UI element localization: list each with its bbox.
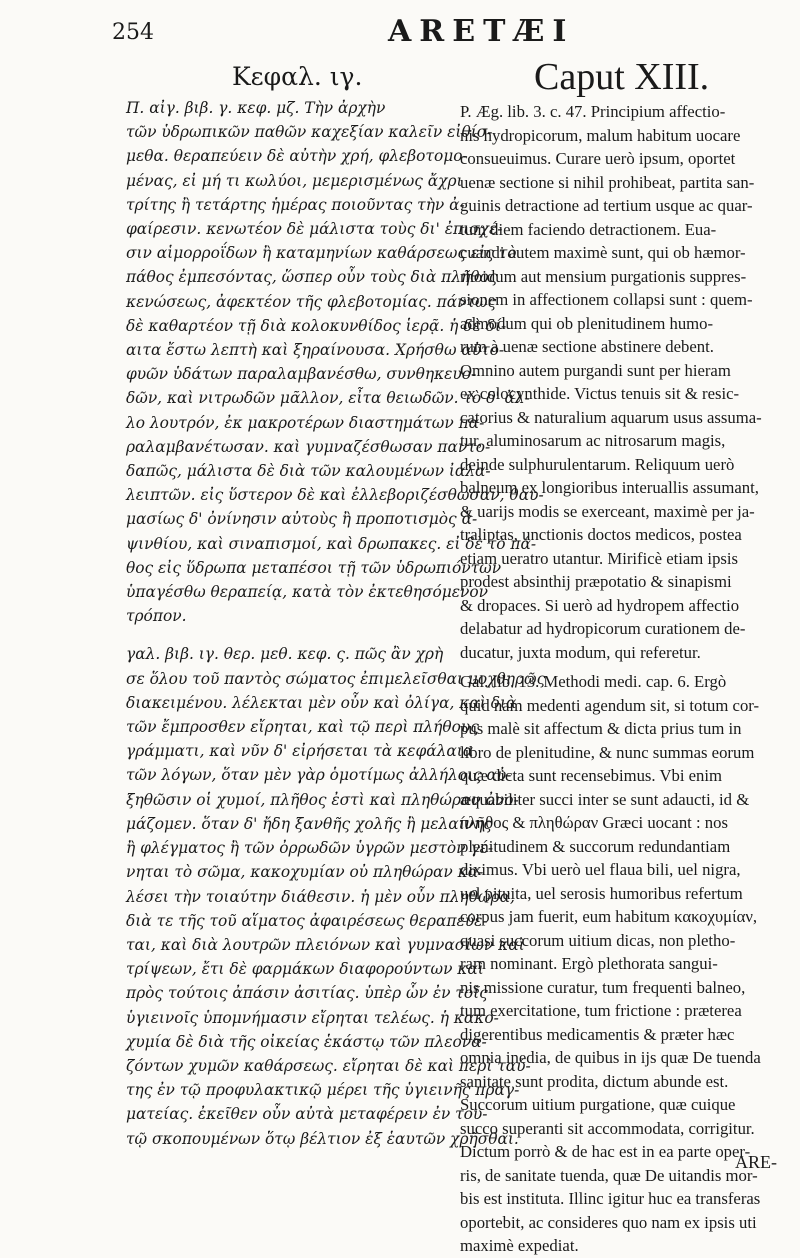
text-line: Gal. lib. 13. Methodi medi. cap. 6. Ergò [460, 672, 727, 691]
text-line: maximè expediat. [460, 1236, 579, 1255]
text-line: θος εἰς ὕδρωπα μεταπέσοι τῇ τῶν ὑδρωπιόντων [126, 558, 502, 577]
text-line: διακειμένου. λέλεκται μὲν οὖν καὶ ὀλίγα, καὶ διὰ [126, 693, 517, 712]
text-line: Π. αἰγ. βιβ. γ. κεφ. μζ. Τὴν ἀρχὴν [126, 99, 386, 117]
text-line: diximus. Vbi uerò uel flaua bili, uel nigra, [460, 860, 741, 879]
text-line: ram nominant. Ergò plethorata sangui- [460, 954, 718, 973]
paragraph [126, 96, 544, 628]
text-line: tur, aluminosarum ac nitrosarum magis, [460, 431, 726, 450]
text-line: τῷ σκοπουμένων ὅτῳ βέλτιον ἐξ ἑαυτῶν χρῆσθαι. [126, 1129, 519, 1148]
text-line: uenæ sectione si nihil prohibeat, partita san- [460, 172, 755, 192]
paragraph [126, 642, 546, 1150]
text-line: τῶν ἔμπροσθεν εἴρηται, καὶ τῷ περὶ πλήθους [126, 718, 479, 737]
text-line: δῶν, καὶ νιτρωδῶν μᾶλλον, εἶτα θειωδῶν. τὸ δ' ἄλ- [126, 389, 530, 408]
text-line: digerentibus medicamentis & præter hæc [460, 1024, 735, 1044]
text-line: ζόντων χυμῶν καθάρσεως. εἴρηται δὲ καὶ περὶ ταύ- [126, 1056, 531, 1075]
latin-chapter-heading: Caput XIII. [534, 56, 710, 98]
text-line: corpus jam fuerit, eum habitum κακοχυμίαν, [460, 907, 758, 926]
catchword: ARE- [735, 1152, 777, 1172]
text-line: ris, de sanitate tuenda, quæ De uitandis mor- [460, 1165, 758, 1185]
text-line: Omnino autem purgandi sunt per hieram [460, 360, 731, 380]
text-line: etiam ueratro utantur. Mirificè etiam ipsis [460, 548, 739, 568]
text-line: τῶν ὑδρωπικῶν παθῶν καχεξίαν καλεῖν εἰθίσ- [126, 123, 493, 142]
text-line: μασίως δ' ὀνίνησιν αὐτοὺς ἢ προποτισμὸς ἀ- [126, 510, 478, 529]
greek-column [126, 96, 546, 1151]
text-line: Succorum uitium purgatione, quæ cuique [460, 1095, 736, 1114]
text-line: δαπῶς, μάλιστα δὲ διὰ τῶν καλουμένων ἰαλα- [126, 462, 491, 481]
text-line: quid nam medenti agendum sit, si totum cor- [460, 695, 760, 715]
text-line: της ἐν τῷ προφυλακτικῷ μέρει τῆς ὑγιεινῆς πραγ- [126, 1081, 520, 1100]
text-line: πλῆθος & πληθώραν Græci uocant : nos [460, 813, 728, 832]
paragraph [460, 670, 780, 1258]
text-line: nis missione curatur, tum frequenti balneo, [460, 977, 746, 997]
text-line: τρίψεων, ἔτι δὲ φαρμάκων διαφορούντων καὶ [126, 960, 484, 979]
text-line: balneum ex longioribus interuallis assumant, [460, 478, 759, 497]
text-line: Dictum porrò & de hac est in ea parte oper- [460, 1142, 751, 1161]
text-line: & dropaces. Si uerò ad hydropem affectio [460, 595, 740, 615]
text-line: τῶν λόγων, ὅταν μὲν γὰρ ὁμοτίμως ἀλλήλοις αὐ- [126, 766, 512, 785]
text-line: admodum qui ob plenitudinem humo- [460, 313, 714, 333]
text-line: λο λουτρόν, ἐκ μακροτέρων διαστημάτων πα- [126, 413, 485, 432]
text-line: sanitate sunt prodita, dictum abunde est. [460, 1071, 729, 1091]
text-line: μεθα. θεραπεύειν δὲ αὐτὴν χρή, φλεβοτομο- [126, 147, 468, 166]
text-line: διὰ τε τῆς τοῦ αἵματος ἀφαιρέσεως θεραπεύε- [126, 911, 488, 930]
text-line: pus malè sit affectum & dicta prius tum in [460, 719, 742, 738]
text-line: & uarijs modis se exerceant, maximè per ja- [460, 501, 755, 521]
text-line: ραλαμβανέτωσαν. καὶ γυμναζέσθωσαν παντο- [126, 437, 491, 456]
text-line: cuandi autem maximè sunt, qui ob hæmor- [460, 243, 746, 262]
text-line: uel pituita, uel serosis humoribus refertum [460, 883, 743, 903]
text-line: φυῶν ὑδάτων παραλαμβανέσθω, συνθηκευο- [126, 365, 477, 384]
text-line: traliptas, unctionis doctos medicos, postea [460, 525, 742, 544]
text-line: æquabiliter succi inter se sunt adaucti, id & [460, 789, 750, 809]
text-line: ducatur, juxta modum, qui referetur. [460, 642, 701, 662]
text-line: rum à uenæ sectione abstinere debent. [460, 337, 714, 356]
text-line: λέσει τὴν τοιαύτην διάθεσιν. ἡ μὲν οὖν πληθώρα, [126, 887, 515, 906]
paragraph [460, 100, 780, 664]
text-line: σιν αἱμορροΐδων ἢ καταμηνίων καθάρσεως εἰς τὸ [126, 244, 517, 263]
text-line: ται, καὶ διὰ λουτρῶν πλειόνων καὶ γυμνασίων καὶ [126, 935, 525, 954]
text-line: ὑγιεινοῖς ὑπομνήμασιν εἴρηται τελέως. ἡ κακο- [126, 1008, 499, 1027]
text-line: tum diem faciendo detractionem. Eua- [460, 219, 717, 239]
text-line: χυμία δὲ διὰ τῆς οἰκείας ἑκάστῳ τῶν πλεονα- [126, 1032, 487, 1051]
text-line: ματείας. ἐκεῖθεν οὖν αὐτὰ μεταφέρειν ἐν του- [126, 1105, 488, 1124]
page-number: 254 [112, 20, 154, 45]
text-line: guinis detractione ad tertium usque ac quar- [460, 196, 753, 215]
text-line: prodest absinthij præpotatio & sinapismi [460, 572, 732, 591]
text-line: τρόπον. [126, 607, 187, 626]
greek-chapter-heading: Κεφαλ. ιγ. [232, 62, 363, 91]
text-line: consueuimus. Curare uerò ipsum, oportet [460, 149, 736, 168]
text-line: ξηθῶσιν οἱ χυμοί, πλῆθος ἐστὶ καὶ πληθώραν ὀνο- [126, 790, 519, 809]
text-line: quæ dicta sunt recensebimus. Vbi enim [460, 766, 723, 785]
text-line: plenitudinem & succorum redundantiam [460, 836, 731, 856]
text-line: P. Æg. lib. 3. c. 47. Principium affectio- [460, 102, 726, 121]
text-line: ex colocynthide. Victus tenuis sit & resic- [460, 384, 740, 403]
text-line: πρὸς τούτοις ἀπάσιν ἀσιτίας. ὑπὲρ ὧν ἐν τοῖς [126, 984, 488, 1003]
text-line: delabatur ad hydropicorum curationem de- [460, 619, 746, 638]
text-line: oportebit, ac consideres quo nam ex ipsis uti [460, 1212, 757, 1232]
text-line: αιτα ἔστω λεπτὴ καὶ ξηραίνουσα. Χρήσθω αὐτο- [126, 341, 505, 360]
text-line: tum exercitatione, tum frictione : præterea [460, 1001, 742, 1020]
text-line: libro de plenitudine, & nunc summas eorum [460, 742, 755, 762]
text-line: sionem in affectionem collapsi sunt : quem- [460, 290, 753, 309]
text-line: ἢ φλέγματος ἢ τῶν ὀρρωδῶν ὑγρῶν μεστὸν γέ- [126, 839, 494, 858]
text-line: μένας, εἰ μή τι κωλύοι, μεμερισμένως ἄχρι [126, 171, 463, 190]
text-line: nis hydropicorum, malum habitum uocare [460, 125, 741, 145]
text-line: ὑπαγέσθω θεραπείᾳ, κατὰ τὸν ἐκτεθησόμενον [126, 583, 489, 602]
text-line: γαλ. βιβ. ιγ. θερ. μεθ. κεφ. ς. πῶς ἂν χρὴ [126, 645, 444, 664]
text-line: ψινθίου, καὶ σιναπισμοί, καὶ δρωπακες. εἰ δὲ τὸ πά- [126, 534, 537, 553]
latin-column [460, 100, 780, 1258]
text-line: quasi succorum uitium dicas, non plethо- [460, 930, 736, 950]
text-line: δὲ καθαρτέον τῇ διὰ κολοκυνθίδος ἱερᾷ. ἡ δὲ δί- [126, 316, 507, 335]
text-line: γράμματι, καὶ νῦν δ' εἰρήσεται τὰ κεφάλαια [126, 742, 474, 761]
paragraph-gap [126, 628, 454, 642]
text-line: κενώσεως, ἀφεκτέον τῆς φλεβοτομίας. πάντως [126, 292, 497, 311]
text-line: νηται τὸ σῶμα, κακοχυμίαν οὐ πληθώραν κα- [126, 863, 484, 882]
running-head: ARETÆI [388, 14, 575, 49]
text-line: φαίρεσιν. κενωτέον δὲ μάλιστα τοὺς δι' ἐπισχέ- [126, 220, 503, 239]
text-line: catorius & naturalium aquarum usus assuma- [460, 407, 762, 427]
text-line: deinde sulphurulentarum. Reliquum uerò [460, 454, 735, 474]
text-line: rhoidum aut mensium purgationis suppres- [460, 266, 747, 286]
text-line: σε ὅλου τοῦ παντὸς σώματος ἐπιμελεῖσθαι μοχθηρῶς [126, 669, 546, 688]
text-line: bis est instituta. Illinc igitur huc ea transferas [460, 1189, 761, 1208]
text-line: λειπτῶν. εἰς ὕστερον δὲ καὶ ἐλλεβοριζέσθωσαν, θαυ- [126, 486, 544, 505]
text-line: πάθος ἐμπεσόντας, ὥσπερ οὖν τοὺς διὰ πλῆθος [126, 268, 498, 287]
text-line: τρίτης ἢ τετάρτης ἡμέρας ποιοῦντας τὴν ἀ- [126, 195, 465, 214]
text-line: μάζομεν. ὅταν δ' ἤδη ξανθῆς χολῆς ἢ μελαίνης [126, 814, 492, 833]
text-line: succo superanti sit accommodata, corrigitur. [460, 1118, 755, 1138]
text-line: omnia inedia, de quibus in ijs quæ De tuenda [460, 1048, 761, 1067]
